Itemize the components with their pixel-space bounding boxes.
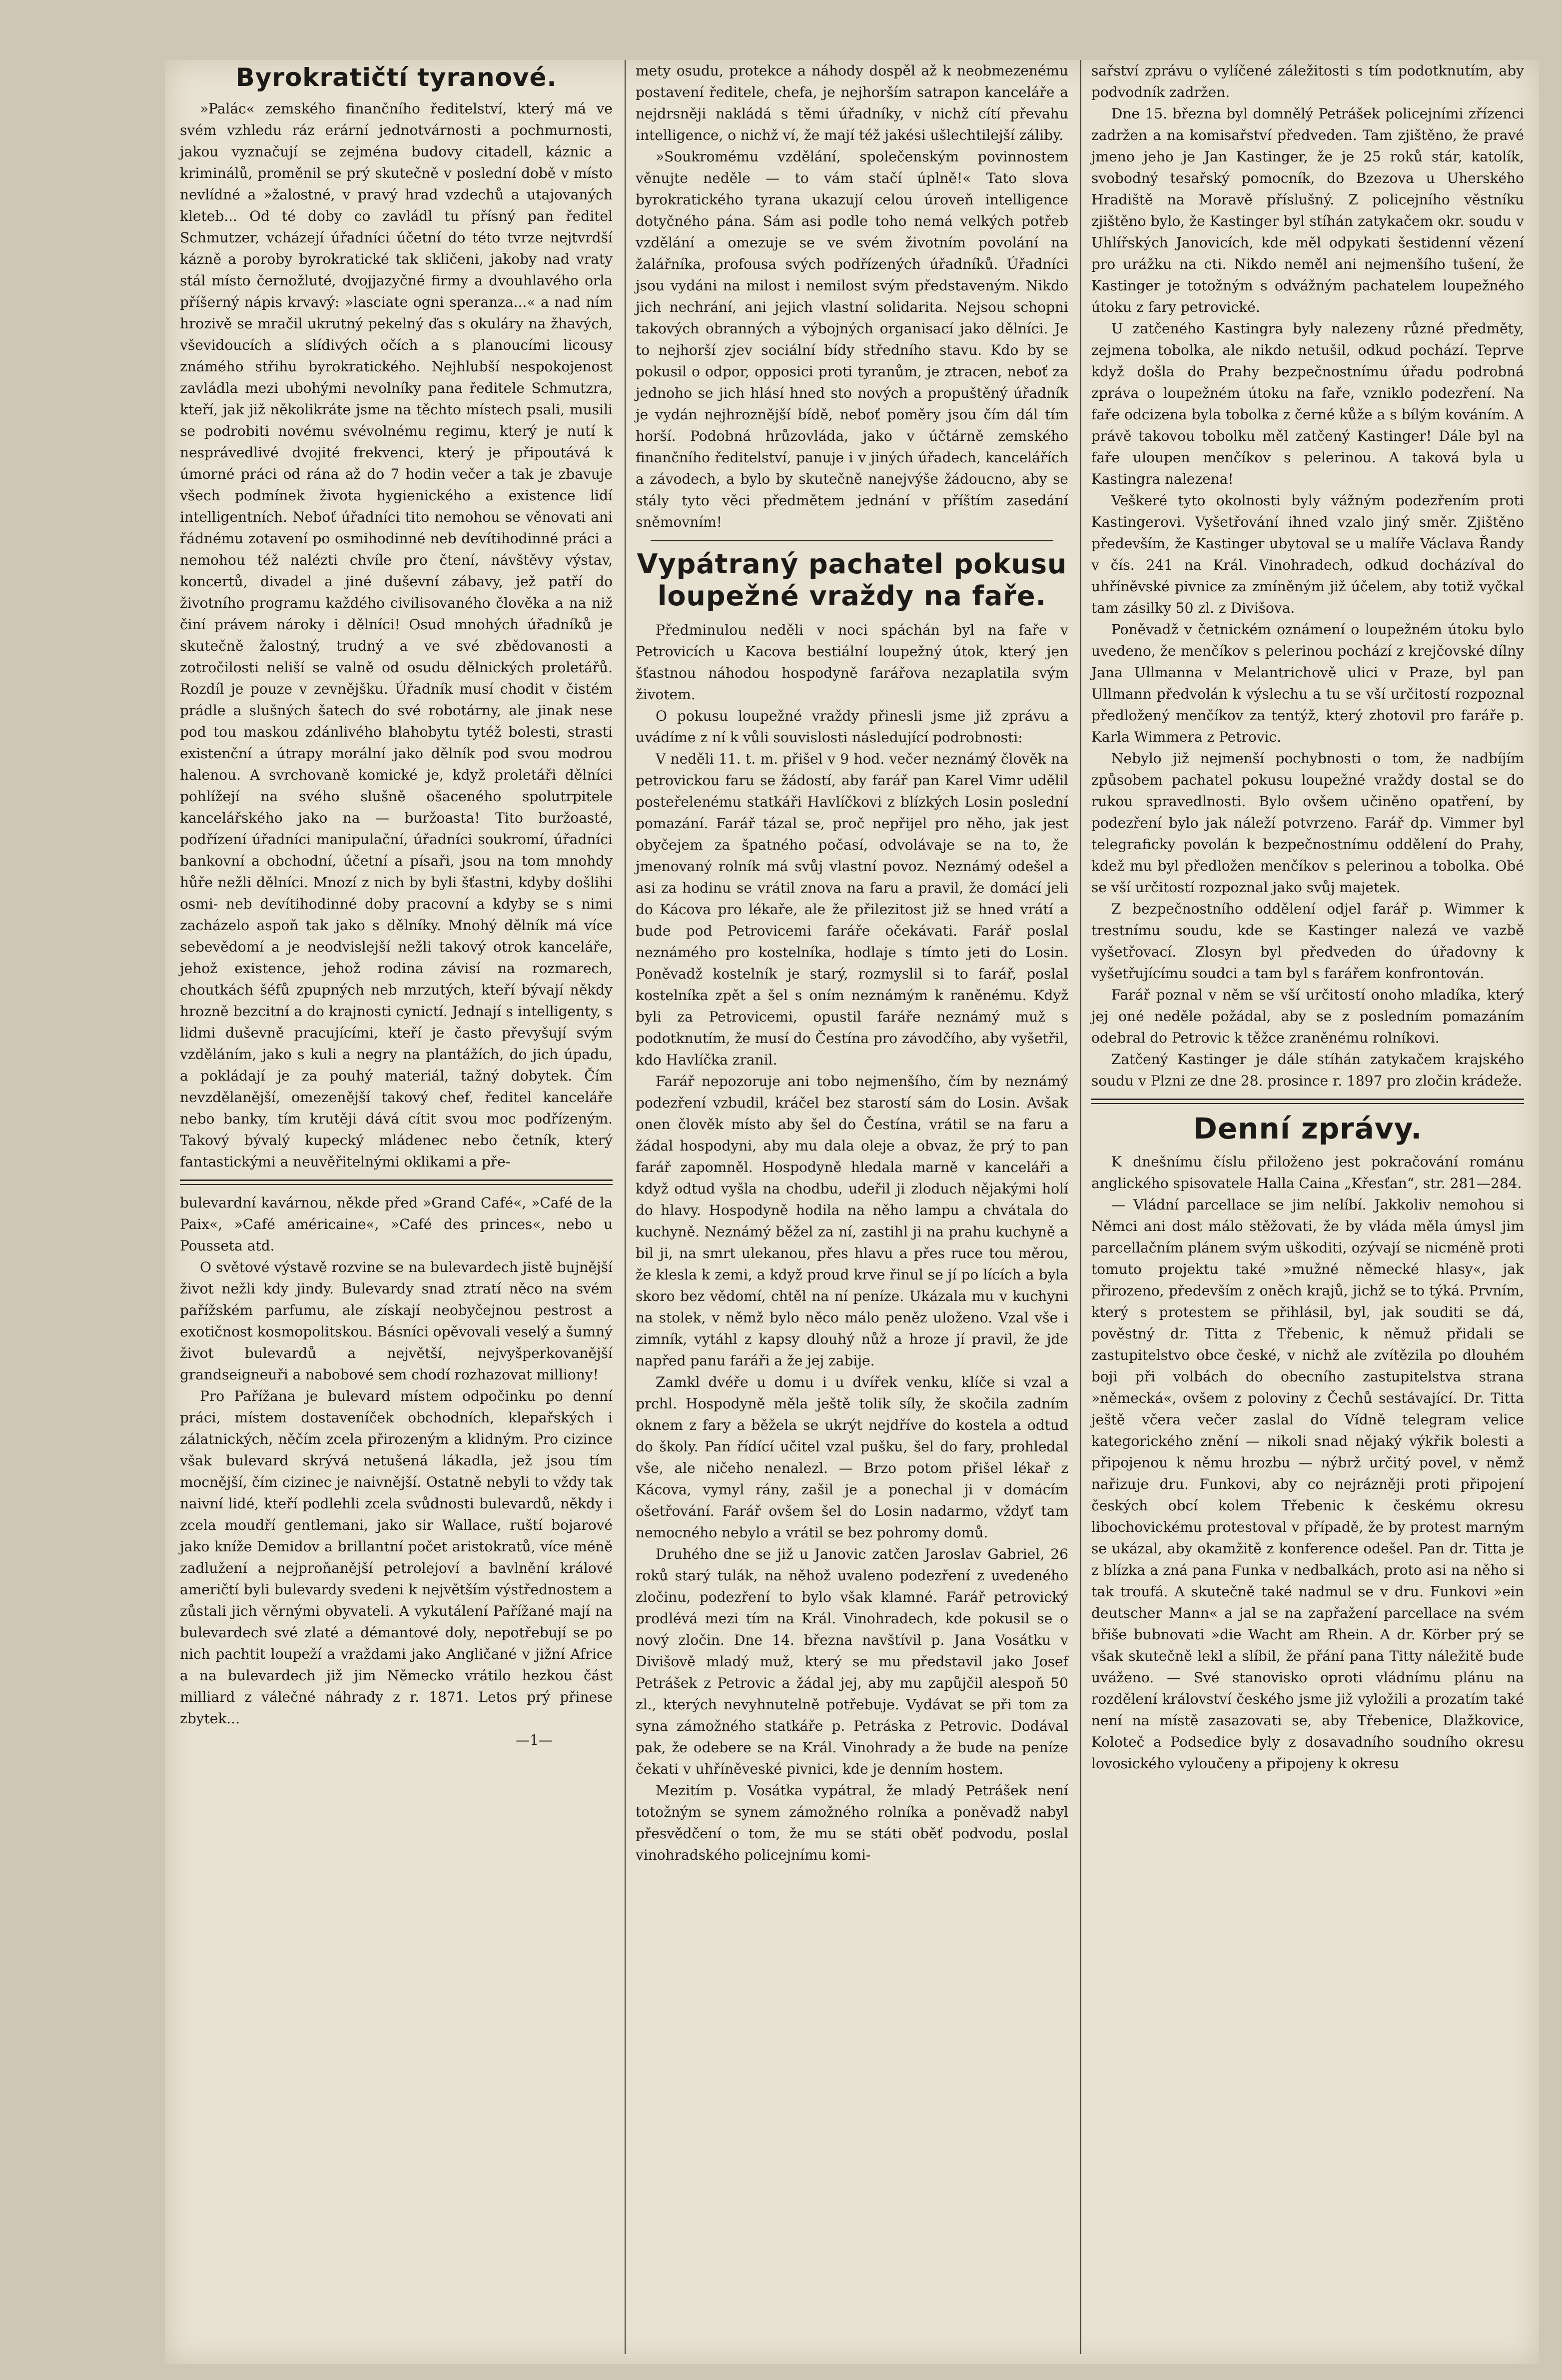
- article-paragraph: »Palác« zemského finančního ředitelství, který má ve svém vzhledu ráz erární jednotvárnosti a pochmurnosti, jakou vyznačují se zejména budovy citadell, káznic a kriminálů, proměnil se prý skutečně v poslední době v místo nevlídné a »žalostné, v pravý hrad vzdechů a utajovaných kleteb... Od té doby co zavládl tu přísný pan ředitel Schmutzer, vcházejí úřadníci účetní do této tvrze nejtvrdší kázně a poroby byrokratické tak skličeni, jakoby nad vraty stál místo černožluté, dvojjazyčné firmy a dvouhlavého orla příšerný nápis krvavý: »lasciate ogni speranza...« a nad ním hrozivě se mračil ukrutný pekelný ďas s okuláry na žhavých, vševidoucích a slídivých očích a s planoucími licousy známého střihu byrokratického. Nejhlubší nespokojenost zavládla mezi ubohými nevolníky pana ředitele Schmutzra, kteří, jak již několikráte jsme na těchto místech psali, musili se podrobiti novému svévolnému regimu, který je nutí k nesprávedlivé dvojité frekvenci, který je připoutává k úmorné práci od rána až do 7 hodin večer a tak je zbavuje všech podmínek života hygienického a existence lidí intelligentních. Neboť úřadníci tito nemohou se věnovati ani řádnému zotavení po osmihodinné neb devítihodinné práci a nemohou též nalézti chvíle pro čtení, návštěvy výstav, koncertů, divadel a jiné duševní zábavy, jež patří do životního programu každého civilisovaného člověka a na niž činí právem nároky i dělníci! Osud mnohých úřadníků je skutečně žalostný, trudný a ve své zbědovanosti a zotročilosti neliší se valně od osudu dělnických proletářů. Rozdíl je pouze v zevnějšku. Úřadník musí chodit v čistém prádle a slušných šatech do své robotárny, ale jinak nese pod tou maskou zdánlivého blahobytu tytéž bolesti, strasti existenční a útrapy morální jako dělník pod svou modrou halenou. A svrchovaně komické je, když proletáři dělníci pohlížejí na svého slušně ošaceného spolutrpitele kancelářského jako na — buržoasta! Tito buržoasté, podřízení úřadníci manipulační, úřadníci soukromí, úřadníci bankovní a obchodní, účetní a písaři, jsou na tom mnohdy hůře nežli dělníci. Mnozí z nich by byli šťastni, kdyby došlihi osmi- neb devítihodinné doby pracovní a kdyby se s nimi zacházelo aspoň tak jako s dělníky. Mnohý dělník má více sebevědomí a je neodvislejší nežli takový otrok kanceláře, jehož existence, jehož rodina závisí na rozmarech, choutkách šéfů zpupných neb mrzutých, kteří bývají někdy hrozně bezcitní a do krajnosti cynictí. Jednají s intelligenty, s lidmi duševně pracujícími, kteří je často převyšují svým vzděláním, jako s kuli a negry na plantážích, do jich úpadu, a pokládají je za pouhý materiál, tažný dobytek. Čím nevzdělanější, omezenější takový chef, ředitel kanceláře nebo banky, tím krutěji dává cítit svou moc podřízeným. Takový bývalý kupecký mládenec nebo četník, který fantastickými a neuvěřitelnými oklikami a pře-: [180, 100, 613, 1170]
- article-paragraph: Farář poznal v něm se vší určitostí onoho mladíka, který jej oné neděle požádal, aby se z posledním pomazáním odebral do Petrovic k těžce zraněnému rolníkovi.: [1091, 987, 1524, 1046]
- column-rule: [625, 60, 626, 2354]
- article-paragraph: O světové výstavě rozvine se na bulevardech jistě bujnější život nežli kdy jindy. Bulevardy snad ztratí něco na svém pařížském parfumu, ale získají neobyčejnou pestrost a exotičnost kosmopolitskou. Básníci opěvovali veselý a šumný život bulevardů a největší, nejvyšperkovanější grandseigneuři a nabobové sem chodí rozhazovat milliony!: [180, 1259, 613, 1383]
- article-paragraph: Zamkl dvéře u domu i u dvířek venku, klíče si vzal a prchl. Hospodyně měla ještě tolik síly, že skočila zadním oknem z fary a běžela se ukrýt nejdříve do kostela a odtud do školy. Pan řídící učitel vzal pušku, šel do fary, prohledal vše, ale ničeho nenalezl. — Brzo potom přišel lékař z Kácova, vymyl rány, zašil je a ponechal ji v domácím ošetřování. Farář ovšem šel do Losin nadarmo, vždyť tam nemocného nebylo a vrátil se bez pohromy domů.: [636, 1374, 1068, 1541]
- article-paragraph: Pro Pařížana je bulevard místem odpočinku po denní práci, místem dostaveníček obchodních, klepařských i zálatnických, něčím zcela přirozeným a klidným. Pro cizince však bulevard skrývá netušená lákadla, jež jsou tím mocnější, čím cizinec je naivnější. Ostatně nebyli to vždy tak naivní lidé, kteří podlehli zcela svůdnosti bulevardů, někdy i zcela moudří gentlemani, jako sir Wallace, ruští bojarové jako kníže Demidov a brillantní počet aristokratů, více méně zadlužení a nejproňanější petrolejoví a bavlnění králové američtí byli bulevardy svedeni k největším výstřednostem a zůstali jich věrnými obyvateli. A vykutálení Pařížané mají na bulevardech své zlaté a démantové doly, nepotřebují se po nich pachtit loupeží a vraždami jako Angličané v jižní Africe a na bulevardech již jim Německo vrátilo hezkou část milliard z válečné náhrady z r. 1871. Letos prý přinese zbytek...: [180, 1388, 613, 1727]
- article-paragraph: Druhého dne se již u Janovic zatčen Jaroslav Gabriel, 26 roků starý tulák, na něhož uvaleno podezření z uvedeného zločinu, podezření to bylo však klamné. Farář petrovický prodlévá mezi tím na Král. Vinohradech, kde pokusil se o nový zločin. Dne 14. března navštívil p. Jana Vosátku v Divišově mladý muž, který se mu představil jako Josef Petrášek z Petrovic a žádal jej, aby mu zapůjčil alespoň 50 zl., kterých nevyhnutelně potřebuje. Vydávat se při tom za syna zámožného statkáře p. Petráska z Petrovic. Dodával pak, že odebere se na Král. Vinohrady a že bude na peníze čekati v uhříněveské pivnici, kde je denním hostem.: [636, 1546, 1068, 1777]
- article-paragraph: O pokusu loupežné vraždy přinesli jsme již zprávu a uvádíme z ní k vůli souvislosti následující podrobnosti:: [636, 708, 1068, 746]
- article-paragraph: Poněvadž v četnickém oznámení o loupežném útoku bylo uvedeno, že menčíkov s pelerinou pochází z krejčovské dílny Jana Ullmanna v Melantrichově ulici v Praze, byl pan Ullmann předvolán k výslechu a tu se vší určitostí rozpoznal předložený menčíkov za tentýž, který zhotovil pro faráře p. Karla Wimmera z Petrovic.: [1091, 621, 1524, 745]
- article-paragraph: mety osudu, protekce a náhody dospěl až k neobmezenému postavení ředitele, chefa, je nejhorším satrapon kanceláře a nejdrsněji nakládá s těmi úřadníky, v nichž cítí převahu intelligence, o nichž ví, že mají též jakési ušlechtilejší záliby.: [636, 62, 1068, 143]
- page-mark: —1—: [516, 1732, 553, 1748]
- article-paragraph: V neděli 11. t. m. přišel v 9 hod. večer neznámý člověk na petrovickou faru se žádostí, aby farář pan Karel Vimr udělil posteřelenému statkáři Havlíčkovi z blízkých Losin poslední pomazání. Farář tázal se, proč nepřijel pro něho, jak jest obyčejem za špatného počasí, odvolávaje se na to, že jmenovaný rolník má svůj vlastní povoz. Neznámý odešel a asi za hodinu se vrátil znova na faru a pravil, že domácí jeli do Kácova pro lékaře, ale že přilezitost již se hned vrátí a bude pod Petrovicemi faráře očekávati. Farář poslal neznámého pro kostelníka, hodlaje s tímto jeti do Losin. Poněvadž kostelník je starý, rozmyslil si to farář, poslal kostelníka zpět a šel s oním neznámým k raněnému. Když byli za Petrovicemi, opustil faráře neznámý muž s podotknutím, že musí do Čestína pro závodčího, aby vyšetřil, kdo Havlíčka zranil.: [636, 751, 1068, 1068]
- article-paragraph: Nebylo již nejmenší pochybnosti o tom, že nadbíjím způsobem pachatel pokusu loupežné vraždy dostal se do rukou spravedlnosti. Bylo ovšem učiněno opatření, by podezření bylo jak náleží potvrzeno. Farář dp. Vimmer byl telegraficky povolán k bezpečnostnímu oddělení do Prahy, kdež mu byl předložen menčíkov s pelerinou a tobolka. Obé se vší určitostí rozpoznal jako svůj majetek.: [1091, 750, 1524, 896]
- section-divider: [180, 1180, 613, 1185]
- newspaper-page: [165, 60, 1539, 2364]
- article-paragraph: bulevardní kavárnou, někde před »Grand Café«, »Café de la Paix«, »Café américaine«, »Café des princes«, nebo u Pousseta atd.: [180, 1194, 613, 1254]
- section-divider: [651, 540, 1053, 541]
- article-paragraph: U zatčeného Kastingra byly nalezeny různé předměty, zejmena tobolka, ale nikdo netušil, odkud pochází. Teprve když došla do Prahy bezpečnostnímu úřadu podrobná zpráva o loupežném útoku na faře, vzniklo podezření. Na faře odcizena byla tobolka z černé kůže a s bílým kováním. A právě takovou tobolku měl zatčený Kastinger! Dále byl na faře uloupen menčíkov s pelerinou. A taková byla u Kastingra nalezena!: [1091, 320, 1524, 487]
- article-paragraph: Zatčený Kastinger je dále stíhán zatykačem krajského soudu v Plzni ze dne 28. prosince r. 1897 pro zločin krádeže.: [1091, 1051, 1524, 1089]
- article-paragraph: Předminulou neděli v noci spáchán byl na faře v Petrovicích u Kacova bestiální loupežný útok, který jen šťastnou náhodou hospodyně farářova nezaplatila svým životem.: [636, 622, 1068, 703]
- section-heading-denni-zpravy: Denní zprávy.: [1193, 1112, 1423, 1146]
- article-paragraph: Z bezpečnostního oddělení odjel farář p. Wimmer k trestnímu soudu, kde se Kastinger nalezá ve vazbě vyšetřovací. Zlosyn byl předveden do úřadovny k vyšetřujícímu soudci a tam byl s farářem konfrontován.: [1091, 901, 1524, 982]
- article-paragraph: K dnešnímu číslu přiloženo jest pokračování románu anglického spisovatele Halla Caina „Křesťan“, str. 281—284.: [1091, 1154, 1524, 1191]
- article-paragraph: Dne 15. března byl domnělý Petrášek policejními zřízenci zadržen a na komisařství předveden. Tam zjištěno, že pravé jmeno jeho je Jan Kastinger, že je 25 roků stár, katolík, svobodný tesařský pomocník, do Bzezova u Uherského Hradiště na Moravě příslušný. Z policejního věstníku zjištěno bylo, že Kastinger byl stíhán zatykačem okr. soudu v Uhlířských Janovicích, kde měl odpykati šestidenní vězení pro urážku na cti. Nikdo neměl ani nejmenšího tušení, že Kastinger je totožným s odvážným pachatelem loupežného útoku z fary petrovické.: [1091, 105, 1524, 315]
- article-paragraph: Mezitím p. Vosátka vypátral, že mladý Petrášek není totožným se synem zámožného rolníka a poněvadž nabyl přesvědčení o tom, že mu se státi oběť podvodu, poslal vinohradského policejnímu komi-: [636, 1782, 1068, 1863]
- article-paragraph: Farář nepozoruje ani tobo nejmenšího, čím by neznámý podezření vzbudil, kráčel bez starostí sám do Losin. Avšak onen člověk místo aby šel do Čestína, vrátil se na faru a žádal hospodyni, aby mu dala oleje a obvaz, že prý to pan farář zapomněl. Hospodyně hledala marně v kanceláři a když odtud vyšla na chodbu, udeřil ji zloduch nějakými holí do hlavy. Hospodyně hodila na něho lampu a chvátala do kuchyně. Neznámý běžel za ní, zastihl ji na prahu kuchyně a bil ji, na smrt ulekanou, přes hlavu a přes ruce tou měrou, že klesla k zemi, a když proud krve řinul se jí po lících a byla skoro bez vědomí, chtěl na ní peníze. Ukázala mu v kuchyni na stolek, v němž bylo něco málo peněz uloženo. Vzal vše i zimník, vytáhl z kapsy dlouhý nůž a hroze jí pravil, že jde napřed panu faráři a že jej zabije.: [636, 1073, 1068, 1369]
- column-3: [1085, 60, 1530, 2364]
- article-paragraph: Veškeré tyto okolnosti byly vážným podezřením proti Kastingerovi. Vyšetřování ihned vzalo jiný směr. Zjištěno především, že Kastinger ubytoval se u malíře Václava Řandy v čís. 241 na Král. Vinohradech, odkud docházíval do uhříněvské pivnice za zmíněným již účelem, aby totiž vyčkal tam zásilky 50 zl. z Divišova.: [1091, 492, 1524, 616]
- article-paragraph: — Vládní parcellace se jim nelíbí. Jakkoliv nemohou si Němci ani dost málo stěžovati, že by vláda měla úmysl jim parcellačním plánem svým uškoditi, ozývají se nicméně proti tomuto projektu také »mužné německé hlasy«, jak přirozeno, především z oněch krajů, jichž se to týká. Prvním, který s protestem se přihlásil, byl, jak souditi se dá, pověstný dr. Titta z Třebenic, k němuž přidali se zastupitelstvo obce české, v nichž ale zvítězila po dlouhém boji při volbách do obecního zastupitelstva strana »německá«, ovšem z poloviny z Čechů sestávající. Dr. Titta ještě včera večer zaslal do Vídně telegram velice kategorického znění — nikoli snad nějaký výkřik bolesti a připojenou k němu hrozbu — nýbrž určitý povel, v němž nařizuje dru. Funkovi, aby co nejrázněji proti připojení českých obcí kolem Třebenic k českému okresu libochovickému protestoval v případě, že by protest marným se ukázal, aby okamžitě z konference odešel. Pan dr. Titta je z blízka a zná pana Funka v nedbalkách, proto asi na něho si tak troufá. A skutečně také nadmul se v dru. Funkovi »ein deutscher Mann« a jal se na zapřažení parcellace na svém břiše bubnovati »die Wacht am Rhein. A dr. Körber prý se však skutečně lekl a slíbil, že přání pana Titty náležitě bude uváženo. — Své stanovisko oproti vládnímu plánu na rozdělení království českého jsme již vyložili a prozatím také není na místě zasazovati se, aby Třebenice, Dlažkovice, Koloteč a Podsedice byly z dosavadního soudního okresu lovosického vyloučeny a připojeny k okresu: [1091, 1196, 1524, 1772]
- article-heading-vypatrany-pachatel: Vypátraný pachatel pokusu loupežné vraždy na faře.: [637, 548, 1067, 612]
- column-rule: [1080, 60, 1081, 2354]
- column-2: [630, 60, 1074, 2364]
- article-heading-byrokraticti-tyranove: Byrokratičtí tyranové.: [235, 63, 557, 92]
- article-paragraph: »Soukromému vzdělání, společenským povinnostem věnujte neděle — to vám stačí úplně!« Tato slova byrokratického tyrana ukazují celou úroveň intelligence dotyčného pána. Sám asi podle toho nemá velkých potřeb vzdělání a omezuje se ve svém životním povolání na žalářníka, profousa svých podřízených úřadníků. Úřadníci jsou vydáni na milost i nemilost svým představeným. Nikdo jich nechrání, ani jejich vlastní solidarita. Nejsou schopni takových obranných a výbojných organisací jako dělníci. Je to nejhorší zjev sociální bídy středního stavu. Kdo by se pokusil o odpor, opposici proti tyranům, je ztracen, neboť za jednoho se jich hlásí hned sto nových a propuštěný úřadník je vydán nejhroznější bídě, neboť poměry jsou čím dál tím horší. Podobná hrůzovláda, jako v účtárně zemského finančního ředitelství, panuje i v jiných úřadech, kancelářích a závodech, a bylo by skutečně nanejvýše žádoucno, aby se stály tyto věci předmětem jednání v příštím zasedání sněmovním!: [636, 148, 1068, 530]
- article-paragraph: sařství zprávu o vylíčené záležitosti s tím podotknutím, aby podvodník zadržen.: [1091, 62, 1524, 100]
- section-divider: [1091, 1099, 1524, 1104]
- column-1: [174, 60, 619, 2364]
